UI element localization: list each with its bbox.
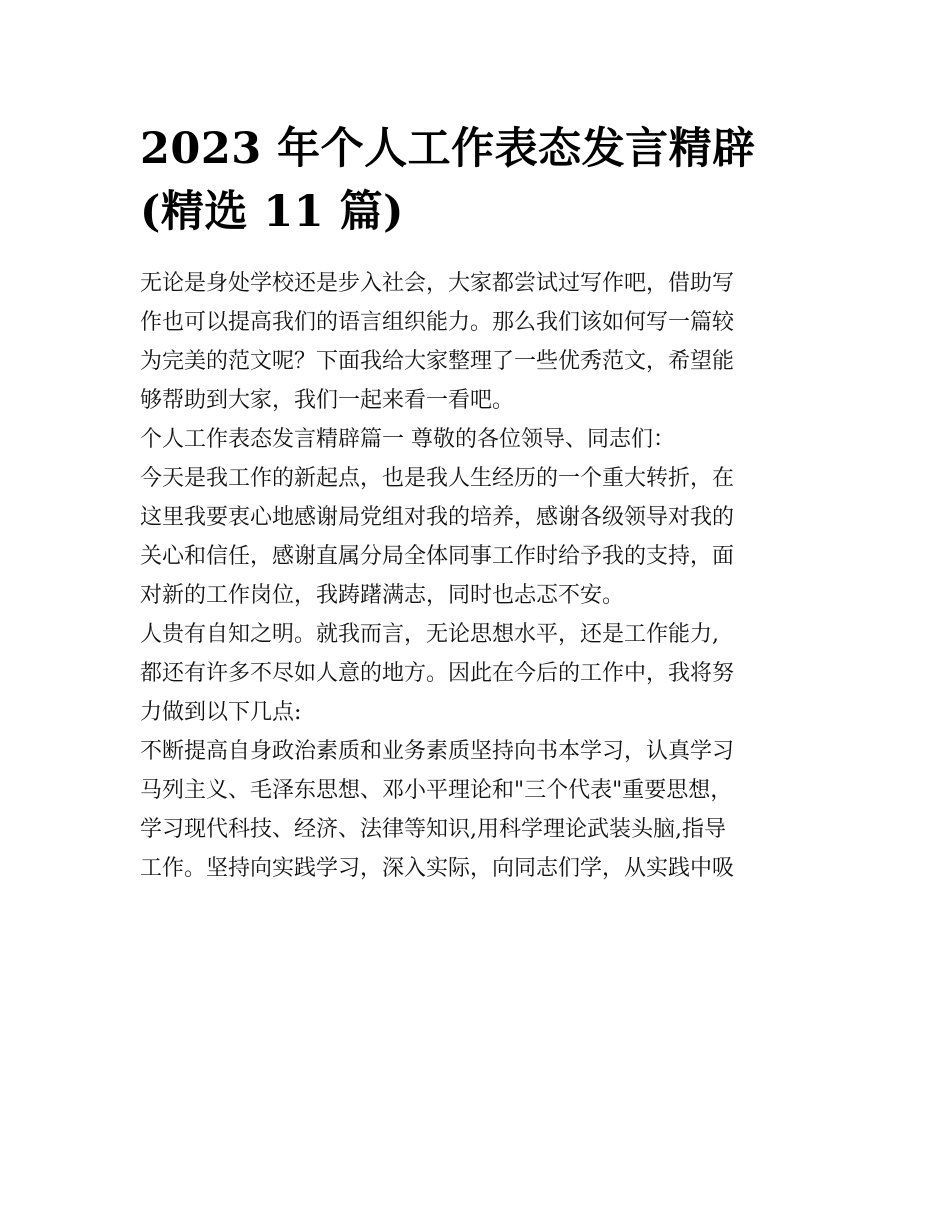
text-line: 关心和信任，感谢直属分局全体同事工作时给予我的支持，面 <box>140 544 735 569</box>
paragraph-improvement <box>140 732 812 888</box>
text-line: 为完美的范文呢？下面我给大家整理了一些优秀范文，希望能 <box>140 349 735 374</box>
text-line: 都还有许多不尽如人意的地方。因此在今后的工作中，我将努 <box>140 661 735 686</box>
text-line: 个人工作表态发言精辟篇一 尊敬的各位领导、同志们： <box>140 427 675 452</box>
text-line: 力做到以下几点: <box>140 700 302 725</box>
paragraph-gratitude <box>140 459 812 615</box>
text-line: 学习现代科技、经济、法律等知识,用科学理论武装头脑,指导 <box>140 817 726 842</box>
document-body <box>140 264 812 888</box>
text-line: 够帮助到大家，我们一起来看一看吧。 <box>140 388 515 413</box>
title-line: (精选 11 篇) <box>140 187 404 237</box>
text-line: 不断提高自身政治素质和业务素质坚持向书本学习，认真学习 <box>140 739 735 764</box>
paragraph-self-knowledge <box>140 615 812 732</box>
text-line: 对新的工作岗位，我踌躇满志，同时也忐忑不安。 <box>140 583 625 608</box>
title-line: 2023 年个人工作表态发言精辟 <box>140 124 756 174</box>
document-page <box>140 118 812 888</box>
text-line: 今天是我工作的新起点，也是我人生经历的一个重大转折，在 <box>140 466 735 491</box>
document-title <box>140 118 812 244</box>
paragraph-intro <box>140 264 812 420</box>
text-line: 人贵有自知之明。就我而言，无论思想水平，还是工作能力, <box>140 622 719 647</box>
text-line: 作也可以提高我们的语言组织能力。那么我们该如何写一篇较 <box>140 310 735 335</box>
text-line: 这里我要衷心地感谢局党组对我的培养，感谢各级领导对我的 <box>140 505 735 530</box>
text-line: 无论是身处学校还是步入社会，大家都尝试过写作吧，借助写 <box>140 271 735 296</box>
paragraph-heading <box>140 420 812 459</box>
text-line: 马列主义、毛泽东思想、邓小平理论和"三个代表"重要思想， <box>140 778 733 803</box>
text-line: 工作。坚持向实践学习，深入实际，向同志们学，从实践中吸 <box>140 856 735 881</box>
